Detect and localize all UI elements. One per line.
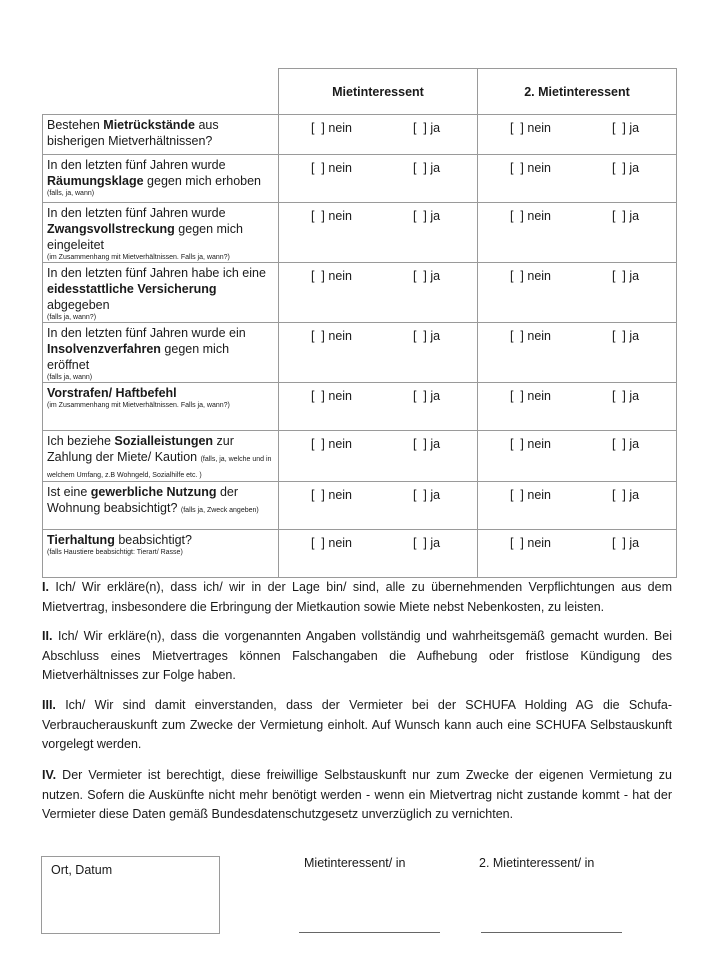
declaration-paragraph	[42, 696, 672, 755]
question-row	[43, 263, 677, 323]
question-keyword: Tierhaltung	[47, 533, 115, 547]
checkbox-ja[interactable]: [ ] ja	[612, 161, 640, 175]
question-note: (im Zusammenhang mit Mietverhältnissen. Falls ja, wann?)	[47, 254, 230, 261]
checkbox-ja[interactable]: [ ] ja	[612, 437, 640, 451]
question-pre: In den letzten fünf Jahren wurde ein	[47, 326, 246, 340]
answer-cell	[279, 383, 478, 431]
question-row	[43, 431, 677, 482]
checkbox-nein[interactable]: [ ] nein	[510, 121, 551, 135]
checkbox-nein[interactable]: [ ] nein	[510, 488, 551, 502]
question-note: (falls, ja, wann)	[47, 190, 95, 197]
question-post: gegen mich erhoben	[143, 174, 262, 188]
paragraph-number: I.	[42, 580, 49, 594]
checkbox-nein[interactable]: [ ] nein	[510, 389, 551, 403]
tenant2-signature-line[interactable]	[481, 932, 622, 933]
question-row	[43, 155, 677, 203]
question-keyword: gewerbliche Nutzung	[90, 485, 217, 499]
answer-cell	[478, 263, 677, 323]
question-keyword: Vorstrafen/ Haftbefehl	[47, 386, 177, 400]
tenant1-signature-label: Mietinteressent/ in	[304, 856, 406, 870]
question-pre: Ist eine	[47, 485, 91, 499]
checkbox-ja[interactable]: [ ] ja	[413, 161, 441, 175]
paragraph-number: II.	[42, 629, 53, 643]
answer-cell	[478, 155, 677, 203]
question-post: der Wohnung beabsichtigt?	[47, 485, 239, 515]
question-note: (falls Haustiere beabsichtigt: Tierart/ Rasse)	[47, 549, 183, 556]
question-pre: Bestehen	[47, 118, 104, 132]
question-row	[43, 482, 677, 530]
checkbox-ja[interactable]: [ ] ja	[413, 488, 441, 502]
declaration-paragraph	[42, 627, 672, 686]
empty-corner-cell	[43, 69, 279, 115]
checkbox-ja[interactable]: [ ] ja	[413, 329, 441, 343]
checkbox-ja[interactable]: [ ] ja	[612, 536, 640, 550]
question-note: (falls ja, wann)	[47, 374, 93, 381]
checkbox-ja[interactable]: [ ] ja	[612, 329, 640, 343]
paragraph-text: Ich/ Wir erkläre(n), dass ich/ wir in der Lage bin/ sind, alle zu übernehmenden Verpflichtungen aus dem Mietvertrag, insbesondere die Erbringung der Mietkaution sowie Miete nebst Nebenkosten, zu leisten.	[42, 580, 672, 614]
checkbox-ja[interactable]: [ ] ja	[612, 488, 640, 502]
question-text	[43, 431, 279, 482]
checkbox-ja[interactable]: [ ] ja	[413, 209, 441, 223]
checkbox-ja[interactable]: [ ] ja	[413, 536, 441, 550]
question-pre: In den letzten fünf Jahren wurde	[47, 206, 226, 220]
checkbox-ja[interactable]: [ ] ja	[413, 437, 441, 451]
answer-cell	[279, 530, 478, 578]
checkbox-ja[interactable]: [ ] ja	[612, 209, 640, 223]
question-row	[43, 203, 677, 263]
paragraph-text: Ich/ Wir erkläre(n), dass die vorgenannten Angaben vollständig und wahrheitsgemäß gemacht wurden. Bei Abschluss eines Mietvertrages können Falschangaben die Aufhebung oder fristlose Kündigung des Mietverhältnisses zur Folge haben.	[42, 629, 672, 682]
question-text	[43, 155, 279, 203]
question-text	[43, 263, 279, 323]
question-row	[43, 323, 677, 383]
answer-cell	[279, 155, 478, 203]
question-text	[43, 530, 279, 578]
checkbox-nein[interactable]: [ ] nein	[311, 121, 352, 135]
paragraph-text: Ich/ Wir sind damit einverstanden, dass der Vermieter bei der SCHUFA Holding AG die Schufa-Verbraucherauskunft zum Zwecke der Vermietung einholt. Auf Wunsch kann auch eine SCHUFA Selbstauskunft vorgelegt werden.	[42, 698, 672, 751]
question-keyword: Zwangsvollstreckung	[47, 222, 175, 236]
question-note: (falls ja, wann?)	[47, 314, 97, 321]
place-date-label: Ort, Datum	[51, 863, 113, 877]
declaration-paragraph	[42, 766, 672, 825]
question-post: beabsichtigt?	[114, 533, 192, 547]
question-keyword: Mietrückstände	[103, 118, 195, 132]
checkbox-nein[interactable]: [ ] nein	[311, 536, 352, 550]
question-post: abgegeben	[47, 298, 110, 312]
answer-cell	[279, 431, 478, 482]
answer-cell	[478, 203, 677, 263]
checkbox-nein[interactable]: [ ] nein	[311, 437, 352, 451]
questionnaire-table	[42, 68, 677, 578]
answer-cell	[279, 263, 478, 323]
question-keyword: Insolvenzverfahren	[47, 342, 161, 356]
question-keyword: eidesstattliche Versicherung	[47, 282, 217, 296]
answer-cell	[478, 431, 677, 482]
checkbox-nein[interactable]: [ ] nein	[510, 329, 551, 343]
checkbox-ja[interactable]: [ ] ja	[413, 389, 441, 403]
paragraph-number: IV.	[42, 768, 57, 782]
answer-cell	[279, 115, 478, 155]
answer-cell	[478, 530, 677, 578]
checkbox-ja[interactable]: [ ] ja	[612, 121, 640, 135]
checkbox-ja[interactable]: [ ] ja	[612, 389, 640, 403]
question-row	[43, 383, 677, 431]
answer-cell	[279, 203, 478, 263]
checkbox-nein[interactable]: [ ] nein	[510, 209, 551, 223]
answer-cell	[279, 323, 478, 383]
question-pre: In den letzten fünf Jahren wurde	[47, 158, 226, 172]
answer-cell	[279, 482, 478, 530]
checkbox-nein[interactable]: [ ] nein	[311, 389, 352, 403]
tenant2-signature-label: 2. Mietinteressent/ in	[479, 856, 595, 870]
checkbox-nein[interactable]: [ ] nein	[311, 209, 352, 223]
question-post: aus bisherigen Mietverhältnissen?	[47, 118, 219, 148]
checkbox-nein[interactable]: [ ] nein	[311, 269, 352, 283]
question-text	[43, 203, 279, 263]
question-pre: Ich beziehe	[47, 434, 115, 448]
place-date-box[interactable]	[41, 856, 220, 934]
tenant1-signature-line[interactable]	[299, 932, 440, 933]
answer-cell	[478, 383, 677, 431]
question-post: zur Zahlung der Miete/ Kaution	[47, 434, 234, 464]
question-note: (im Zusammenhang mit Mietverhältnissen. Falls ja, wann?)	[47, 402, 230, 409]
answer-cell	[478, 323, 677, 383]
question-text	[43, 383, 279, 431]
question-text	[43, 115, 279, 155]
question-text	[43, 323, 279, 383]
question-text	[43, 482, 279, 530]
paragraph-number: III.	[42, 698, 56, 712]
checkbox-nein[interactable]: [ ] nein	[311, 488, 352, 502]
question-keyword: Sozialleistungen	[114, 434, 214, 448]
answer-cell	[478, 115, 677, 155]
checkbox-ja[interactable]: [ ] ja	[413, 269, 441, 283]
checkbox-nein[interactable]: [ ] nein	[311, 161, 352, 175]
checkbox-nein[interactable]: [ ] nein	[510, 536, 551, 550]
declaration-paragraph	[42, 578, 672, 617]
checkbox-ja[interactable]: [ ] ja	[612, 269, 640, 283]
checkbox-nein[interactable]: [ ] nein	[510, 161, 551, 175]
header-tenant-1: Mietinteressent	[279, 69, 478, 115]
question-row	[43, 115, 677, 155]
checkbox-nein[interactable]: [ ] nein	[510, 269, 551, 283]
paragraph-text: Der Vermieter ist berechtigt, diese freiwillige Selbstauskunft nur zum Zwecke der eigenen Vermietung zu nutzen. Sofern die Auskünfte nicht mehr benötigt werden - wenn ein Mietvertrag nicht zustande kommt - hat der Vermieter diese Daten gemäß Bundesdatenschutzgesetz unverzüglich zu vernichten.	[42, 768, 672, 821]
question-keyword: Räumungsklage	[47, 174, 144, 188]
question-post: gegen mich eingeleitet	[47, 222, 243, 252]
question-note: (falls, ja, welche und in welchem Umfang, z.B Wohngeld, Sozialhilfe etc. )	[47, 456, 272, 479]
question-row	[43, 530, 677, 578]
answer-cell	[478, 482, 677, 530]
question-post: gegen mich eröffnet	[47, 342, 230, 372]
question-note: (falls ja, Zweck angeben)	[180, 507, 259, 514]
checkbox-ja[interactable]: [ ] ja	[413, 121, 441, 135]
header-tenant-2: 2. Mietinteressent	[478, 69, 677, 115]
checkbox-nein[interactable]: [ ] nein	[510, 437, 551, 451]
checkbox-nein[interactable]: [ ] nein	[311, 329, 352, 343]
question-pre: In den letzten fünf Jahren habe ich eine	[47, 266, 266, 280]
